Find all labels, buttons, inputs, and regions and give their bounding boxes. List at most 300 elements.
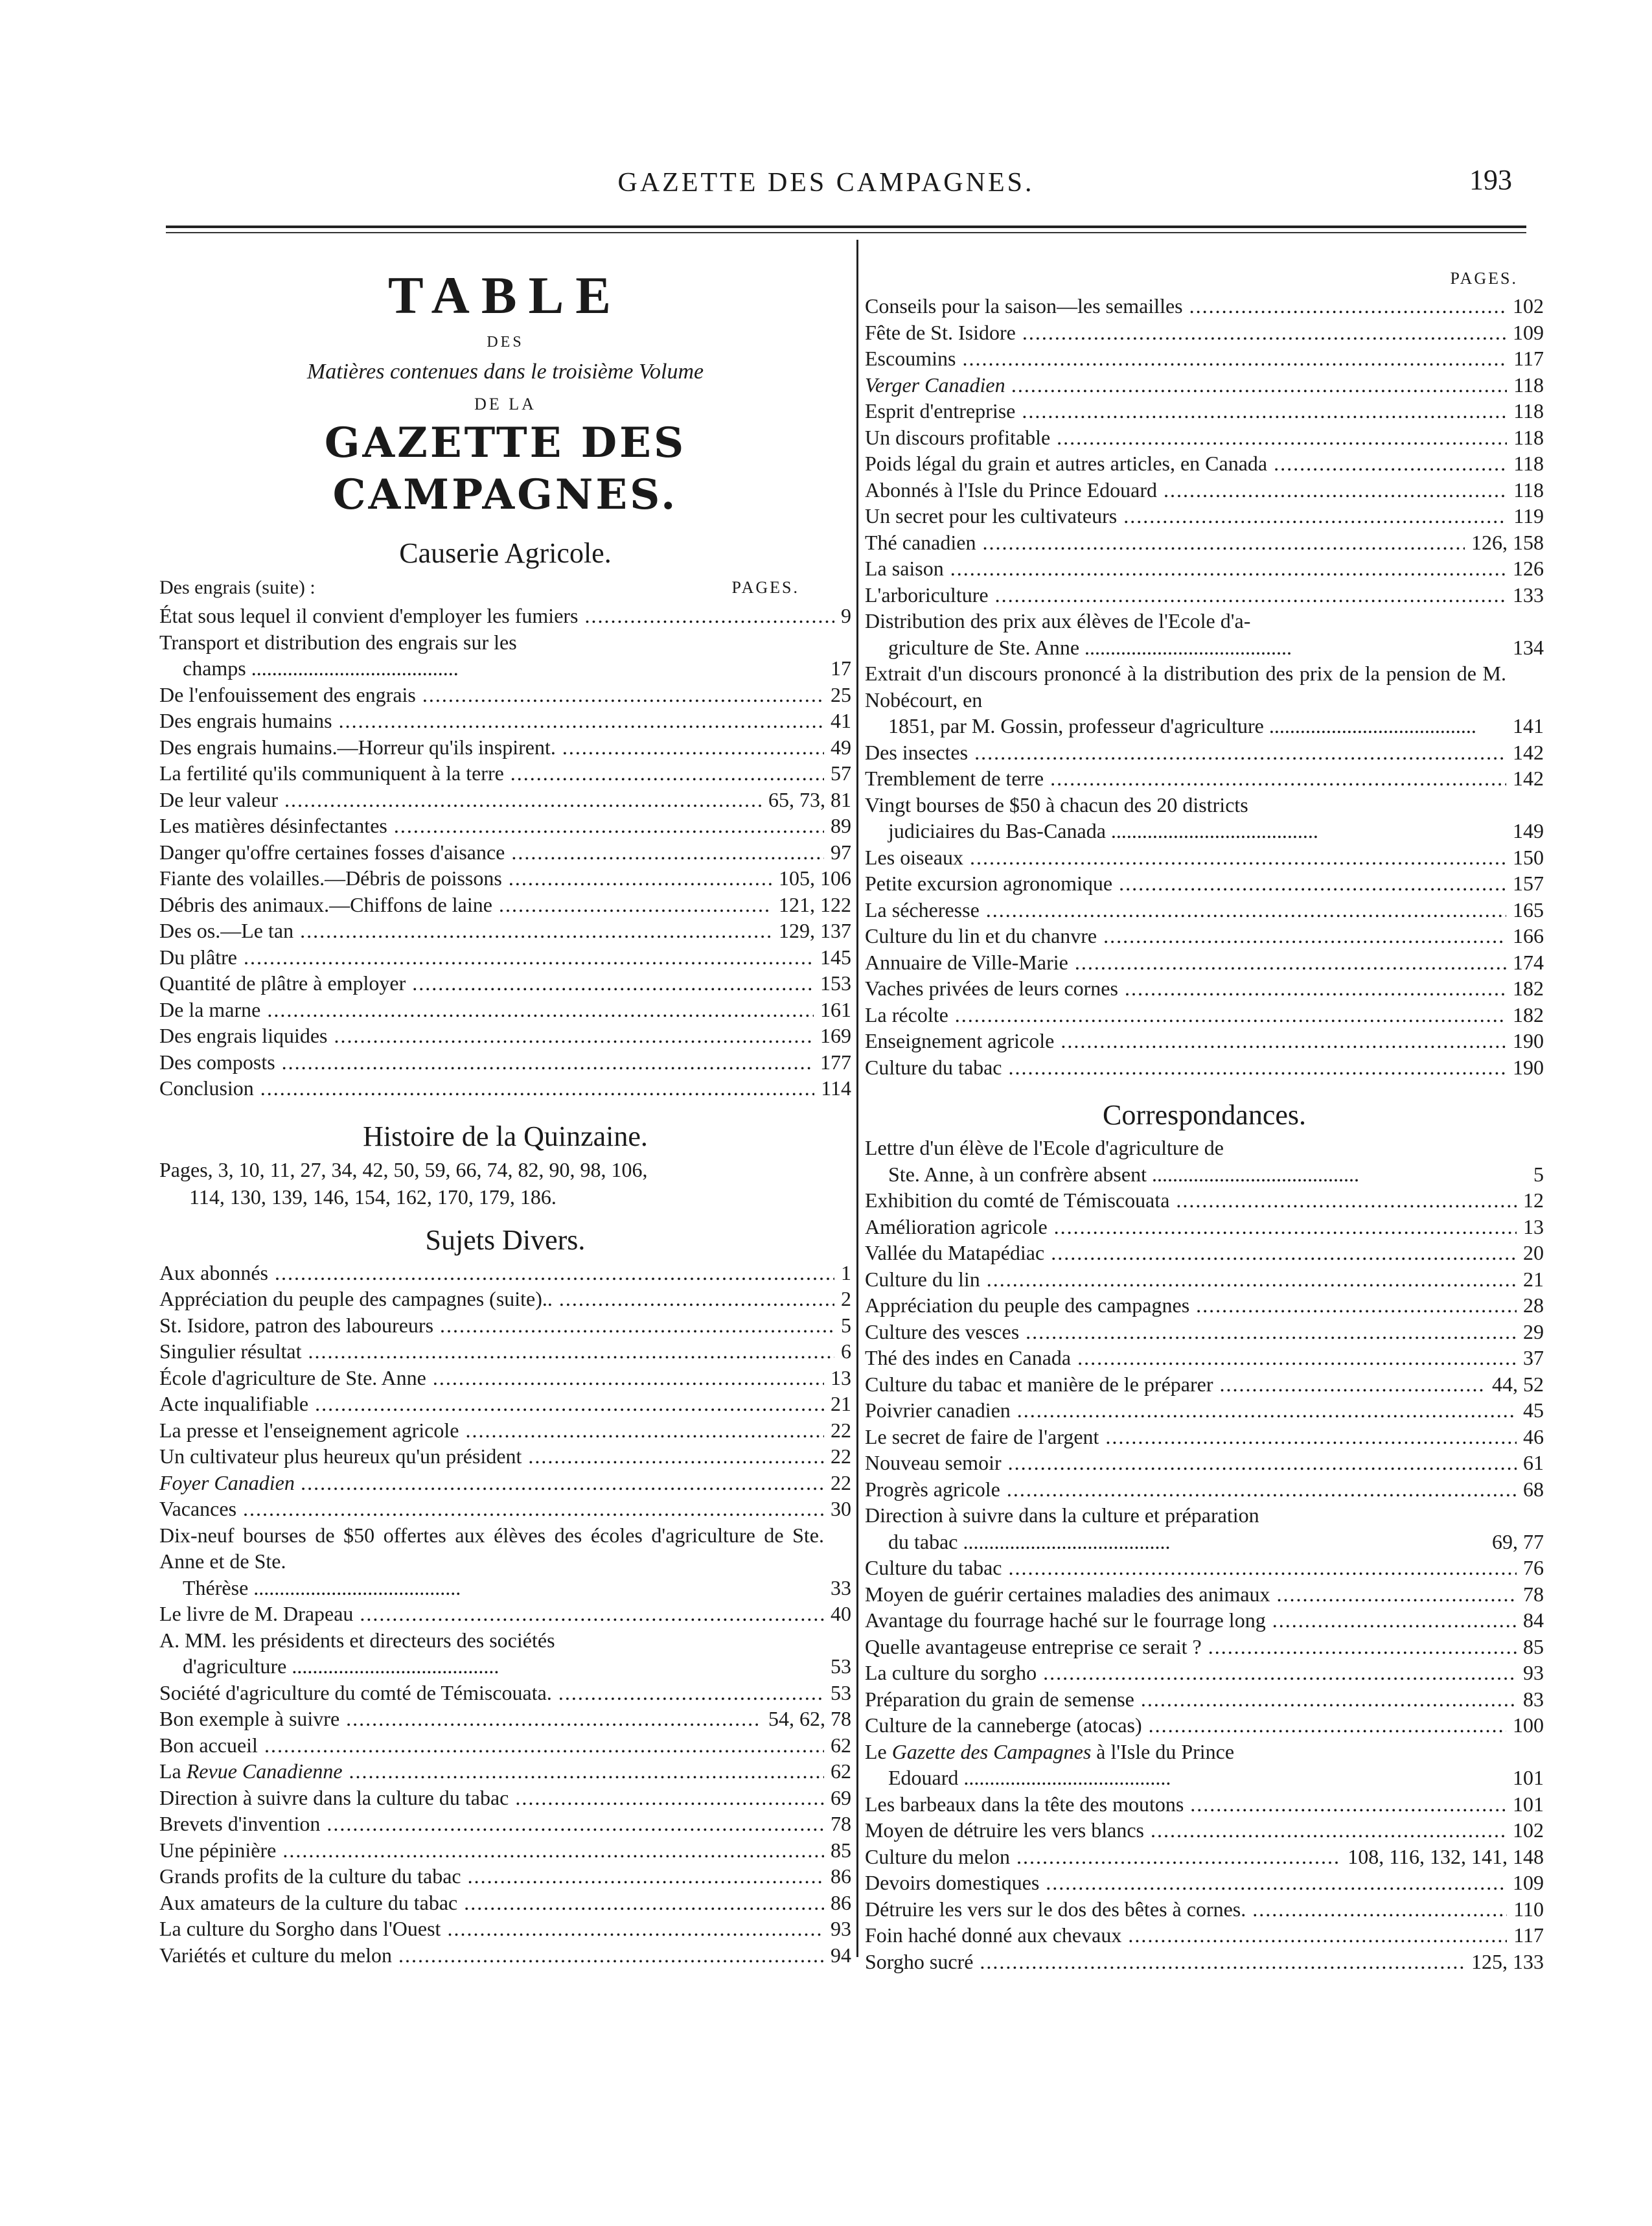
toc-entry bbox=[865, 1054, 1544, 1081]
toc-entry bbox=[159, 1260, 851, 1286]
toc-entry-title: Le livre de M. Drapeau ..... bbox=[159, 1601, 824, 1627]
toc-entry-title: Culture des vesces ..... bbox=[865, 1319, 1517, 1345]
toc-entry-title: Fiante des volailles.—Débris de poissons ..... bbox=[159, 865, 772, 892]
toc-entry bbox=[159, 734, 851, 761]
toc-entry-page: 85 bbox=[831, 1838, 851, 1862]
toc-entry bbox=[159, 865, 851, 892]
toc-entry bbox=[865, 1266, 1544, 1293]
toc-entry-page: 118 bbox=[1513, 399, 1544, 423]
toc-entry bbox=[865, 792, 1544, 844]
toc-entry bbox=[159, 1627, 851, 1680]
toc-entry-title: Abonnés à l'Isle du Prince Edouard ..... bbox=[865, 477, 1507, 504]
toc-entry-page: 89 bbox=[831, 814, 851, 837]
toc-entry-title: Thé des indes en Canada ..... bbox=[865, 1345, 1517, 1371]
toc-entry-continuation: champs ........................................ bbox=[183, 656, 459, 680]
toc-entry-title: Direction à suivre dans la culture du tabac ..... bbox=[159, 1785, 824, 1811]
toc-entry-title: Culture du tabac ..... bbox=[865, 1555, 1517, 1581]
toc-entry-title: De leur valeur ..... bbox=[159, 787, 762, 813]
toc-entry-page: 22 bbox=[831, 1470, 851, 1494]
toc-entry-page: 114 bbox=[821, 1076, 851, 1100]
toc-entry-title: Vacances ..... bbox=[159, 1496, 824, 1522]
toc-entry-title: Culture du tabac ..... bbox=[865, 1054, 1506, 1081]
toc-entry bbox=[865, 477, 1544, 504]
toc-entry bbox=[865, 1028, 1544, 1054]
toc-entry-page: 169 bbox=[820, 1024, 851, 1047]
toc-entry-title: Société d'agriculture du comté de Témiscouata. ..... bbox=[159, 1680, 824, 1706]
toc-entry-title: La fertilité qu'ils communiquent à la terre ..... bbox=[159, 760, 824, 787]
toc-entry bbox=[159, 1417, 851, 1444]
toc-entry-page: 100 bbox=[1513, 1713, 1544, 1737]
toc-entry bbox=[865, 1896, 1544, 1923]
toc-entry-title: Vallée du Matapédiac ..... bbox=[865, 1240, 1517, 1266]
toc-entry-page: 97 bbox=[831, 840, 851, 864]
toc-entry-continuation: d'agriculture ........................................ bbox=[183, 1654, 499, 1678]
toc-entry-title: Acte inqualifiable ..... bbox=[159, 1391, 824, 1417]
toc-entry bbox=[159, 813, 851, 839]
toc-entry-page: 94 bbox=[831, 1943, 851, 1967]
toc-entry-title: La récolte ..... bbox=[865, 1002, 1506, 1028]
toc-entry bbox=[865, 1371, 1544, 1398]
toc-entry-title: Poids légal du grain et autres articles, en Canada ..... bbox=[865, 450, 1507, 477]
toc-entry bbox=[159, 970, 851, 997]
toc-entry bbox=[865, 1949, 1544, 1975]
toc-entry-title: Conclusion ..... bbox=[159, 1075, 814, 1102]
toc-entry bbox=[159, 1443, 851, 1470]
toc-entry-title: Bon accueil ..... bbox=[159, 1732, 824, 1759]
toc-entry-title: Extrait d'un discours prononcé à la distribution des prix de la pension de M. Nobécourt, en 1851, par M. Gossin, professeur d'agriculture ........................................ bbox=[865, 662, 1506, 737]
toc-entry bbox=[865, 1607, 1544, 1634]
toc-entry-title: École d'agriculture de Ste. Anne ..... bbox=[159, 1365, 824, 1391]
toc-entry-page: 145 bbox=[820, 945, 851, 969]
toc-entry bbox=[865, 1397, 1544, 1424]
toc-entry bbox=[865, 1922, 1544, 1949]
toc-entry-title: Variétés et culture du melon ..... bbox=[159, 1942, 824, 1969]
toc-entry bbox=[865, 1450, 1544, 1476]
toc-entry bbox=[865, 503, 1544, 529]
toc-entry bbox=[865, 555, 1544, 582]
toc-entry bbox=[159, 1942, 851, 1969]
toc-entry-title: Enseignement agricole ..... bbox=[865, 1028, 1506, 1054]
toc-entry-page: 84 bbox=[1523, 1608, 1544, 1632]
toc-entry-page: 44, 52 bbox=[1492, 1372, 1544, 1396]
histoire-pages-line2: 114, 130, 139, 146, 154, 162, 170, 179, 186. bbox=[189, 1185, 556, 1209]
table-subtitle: Matières contenues dans le troisième Volume bbox=[306, 360, 704, 384]
column-divider bbox=[856, 240, 858, 1957]
toc-entry-page: 22 bbox=[831, 1444, 851, 1468]
toc-entry-page: 65, 73, 81 bbox=[768, 787, 851, 811]
toc-entry-page: 110 bbox=[1513, 1897, 1544, 1921]
toc-entry-title: Aux amateurs de la culture du tabac ..... bbox=[159, 1890, 824, 1916]
toc-entry bbox=[865, 1844, 1544, 1870]
toc-entry-page: 78 bbox=[1523, 1582, 1544, 1606]
toc-entry-page: 68 bbox=[1523, 1477, 1544, 1501]
toc-entry-title: Distribution des prix aux élèves de l'Ecole d'a- griculture de Ste. Anne ........................................ bbox=[865, 609, 1292, 659]
toc-entry bbox=[159, 918, 851, 944]
toc-entry-page: 118 bbox=[1513, 425, 1544, 449]
toc-entry bbox=[159, 1601, 851, 1627]
toc-entry-title: La saison ..... bbox=[865, 555, 1506, 582]
toc-entry-page: 20 bbox=[1523, 1241, 1544, 1264]
toc-entry-page: 53 bbox=[831, 1654, 851, 1678]
toc-entry-page: 17 bbox=[831, 656, 851, 680]
toc-entry bbox=[865, 398, 1544, 424]
toc-entry-page: 28 bbox=[1523, 1293, 1544, 1317]
correspondances-entries bbox=[865, 1135, 1544, 1975]
toc-entry-page: 102 bbox=[1513, 1818, 1544, 1842]
toc-entry bbox=[865, 1476, 1544, 1503]
toc-entry-title: Culture du tabac et manière de le préparer ..... bbox=[865, 1371, 1486, 1398]
causerie-subheading-row bbox=[159, 573, 851, 603]
toc-entry-title: Des os.—Le tan ..... bbox=[159, 918, 772, 944]
right-entries bbox=[865, 293, 1544, 1080]
toc-entry bbox=[865, 1292, 1544, 1319]
toc-entry-title: Les matières désinfectantes ..... bbox=[159, 813, 824, 839]
toc-entry bbox=[865, 844, 1544, 871]
toc-entry-page: 85 bbox=[1523, 1634, 1544, 1658]
toc-entry bbox=[865, 424, 1544, 451]
toc-entry bbox=[865, 660, 1544, 739]
toc-entry-page: 1 bbox=[841, 1260, 851, 1284]
toc-entry-page: 53 bbox=[831, 1680, 851, 1704]
toc-entry bbox=[865, 1634, 1544, 1660]
toc-entry bbox=[865, 1002, 1544, 1028]
toc-entry-page: 62 bbox=[831, 1733, 851, 1757]
toc-entry-page: 141 bbox=[1513, 714, 1544, 737]
toc-entry-title: Le Gazette des Campagnes à l'Isle du Prince Edouard ........................................ bbox=[865, 1739, 1235, 1789]
toc-entry-page: 166 bbox=[1513, 924, 1544, 947]
toc-entry bbox=[159, 892, 851, 918]
toc-entry-title: Foin haché donné aux chevaux ..... bbox=[865, 1922, 1507, 1949]
toc-entry-title: A. MM. les présidents et directeurs des sociétés d'agriculture ........................................ bbox=[159, 1628, 555, 1678]
toc-entry-title: Dix-neuf bourses de $50 offertes aux élèves des écoles d'agriculture de Ste. Anne et de Ste. Thérèse ........................................ bbox=[159, 1523, 824, 1599]
toc-entry bbox=[159, 1312, 851, 1339]
de-la-label: DE LA bbox=[474, 395, 536, 413]
toc-entry bbox=[865, 1187, 1544, 1214]
toc-entry-title: Verger Canadien ..... bbox=[865, 372, 1507, 399]
toc-entry-page: 78 bbox=[831, 1812, 851, 1835]
toc-entry-title: St. Isidore, patron des laboureurs ..... bbox=[159, 1312, 834, 1339]
toc-entry bbox=[159, 1496, 851, 1522]
toc-entry-page: 29 bbox=[1523, 1319, 1544, 1343]
toc-entry-page: 101 bbox=[1513, 1766, 1544, 1789]
toc-entry-title: De l'enfouissement des engrais ..... bbox=[159, 682, 824, 708]
toc-entry bbox=[865, 1686, 1544, 1713]
table-title: TABLE bbox=[388, 266, 623, 325]
toc-entry-page: 182 bbox=[1513, 977, 1544, 1000]
toc-entry-title: Esprit d'entreprise ..... bbox=[865, 398, 1507, 424]
toc-entry-title: Moyen de détruire les vers blancs ..... bbox=[865, 1817, 1506, 1844]
toc-entry-page: 108, 116, 132, 141, 148 bbox=[1348, 1844, 1544, 1868]
toc-entry-title: Amélioration agricole ..... bbox=[865, 1214, 1517, 1240]
toc-entry bbox=[865, 529, 1544, 556]
toc-entry-page: 61 bbox=[1523, 1451, 1544, 1474]
toc-entry-page: 150 bbox=[1513, 845, 1544, 869]
toc-entry bbox=[865, 1555, 1544, 1581]
toc-entry-page: 118 bbox=[1513, 373, 1544, 397]
toc-entry-page: 6 bbox=[841, 1339, 851, 1363]
toc-entry-title: Des insectes ..... bbox=[865, 739, 1506, 766]
section-heading-causerie: Causerie Agricole. bbox=[399, 537, 612, 569]
toc-entry-page: 93 bbox=[1523, 1661, 1544, 1684]
toc-entry-page: 117 bbox=[1513, 347, 1544, 370]
toc-entry-page: 41 bbox=[831, 709, 851, 732]
toc-entry-page: 126 bbox=[1513, 557, 1544, 580]
toc-entry bbox=[159, 1732, 851, 1759]
toc-entry bbox=[159, 1811, 851, 1837]
toc-entry bbox=[159, 997, 851, 1023]
toc-entry-page: 109 bbox=[1513, 1871, 1544, 1894]
toc-entry bbox=[865, 765, 1544, 792]
toc-entry-page: 117 bbox=[1513, 1923, 1544, 1947]
toc-entry bbox=[865, 1214, 1544, 1240]
toc-entry-title: Appréciation du peuple des campagnes ..... bbox=[865, 1292, 1517, 1319]
toc-entry-title: Les oiseaux ..... bbox=[865, 844, 1506, 871]
toc-entry-page: 69 bbox=[831, 1785, 851, 1809]
toc-entry-title: Exhibition du comté de Témiscouata ..... bbox=[865, 1187, 1517, 1214]
toc-entry-title: Transport et distribution des engrais sur les champs ........................................ bbox=[159, 630, 517, 680]
toc-entry bbox=[865, 319, 1544, 346]
gazette-title: GAZETTE DES CAMPAGNES. bbox=[324, 419, 687, 519]
toc-entry-page: 133 bbox=[1513, 583, 1544, 607]
header-rule-thin bbox=[166, 232, 1526, 233]
toc-entry bbox=[159, 1391, 851, 1417]
toc-entry-page: 13 bbox=[1523, 1214, 1544, 1238]
toc-entry-continuation: judiciaires du Bas-Canada ........................................ bbox=[888, 819, 1318, 842]
section-heading-histoire: Histoire de la Quinzaine. bbox=[363, 1120, 648, 1152]
toc-entry-title: Débris des animaux.—Chiffons de laine ..... bbox=[159, 892, 772, 918]
toc-entry-title: Une pépinière ..... bbox=[159, 1837, 824, 1864]
toc-entry-title: Appréciation du peuple des campagnes (suite).. ..... bbox=[159, 1286, 834, 1312]
toc-entry-page: 86 bbox=[831, 1890, 851, 1914]
toc-entry bbox=[159, 1837, 851, 1864]
toc-entry-page: 174 bbox=[1513, 950, 1544, 974]
causerie-subheading: Des engrais (suite) : bbox=[159, 577, 315, 598]
toc-entry-page: 119 bbox=[1513, 504, 1544, 528]
toc-entry-title: Progrès agricole ..... bbox=[865, 1476, 1517, 1503]
toc-entry-page: 93 bbox=[831, 1917, 851, 1940]
toc-entry bbox=[865, 739, 1544, 766]
toc-entry-title: La culture du Sorgho dans l'Ouest ..... bbox=[159, 1916, 824, 1942]
toc-entry-page: 25 bbox=[831, 682, 851, 706]
toc-entry-title: Quantité de plâtre à employer ..... bbox=[159, 970, 814, 997]
toc-entry-page: 45 bbox=[1523, 1398, 1544, 1422]
toc-entry bbox=[159, 787, 851, 813]
toc-entry-title: Singulier résultat ..... bbox=[159, 1338, 834, 1365]
toc-entry-page: 9 bbox=[841, 604, 851, 627]
toc-entry-page: 142 bbox=[1513, 740, 1544, 764]
toc-entry bbox=[159, 1785, 851, 1811]
toc-entry-page: 37 bbox=[1523, 1346, 1544, 1369]
toc-entry bbox=[159, 944, 851, 971]
toc-entry-page: 83 bbox=[1523, 1687, 1544, 1711]
toc-entry-title: Thé canadien ..... bbox=[865, 529, 1465, 556]
toc-entry-page: 161 bbox=[820, 997, 851, 1021]
toc-entry bbox=[159, 708, 851, 734]
toc-entry-page: 157 bbox=[1513, 872, 1544, 895]
toc-entry-title: La sécheresse ..... bbox=[865, 897, 1506, 923]
toc-entry-title: Culture du melon ..... bbox=[865, 1844, 1341, 1870]
toc-entry-page: 177 bbox=[820, 1050, 851, 1074]
toc-entry-title: Un secret pour les cultivateurs ..... bbox=[865, 503, 1507, 529]
toc-entry bbox=[159, 682, 851, 708]
left-column bbox=[159, 246, 851, 1968]
running-header-title: GAZETTE DES CAMPAGNES. bbox=[617, 168, 1035, 198]
toc-entry bbox=[159, 1890, 851, 1916]
toc-entry-page: 102 bbox=[1513, 294, 1544, 318]
toc-entry-page: 101 bbox=[1513, 1792, 1544, 1816]
toc-entry-page: 126, 158 bbox=[1471, 530, 1544, 554]
toc-entry bbox=[865, 1791, 1544, 1818]
toc-entry-page: 190 bbox=[1513, 1055, 1544, 1079]
toc-entry-continuation: Edouard ........................................ bbox=[888, 1766, 1171, 1789]
toc-entry-page: 86 bbox=[831, 1864, 851, 1888]
toc-entry bbox=[865, 1240, 1544, 1266]
toc-entry bbox=[159, 1338, 851, 1365]
toc-entry bbox=[865, 1817, 1544, 1844]
toc-entry-title: Fête de St. Isidore ..... bbox=[865, 319, 1506, 346]
toc-entry bbox=[159, 760, 851, 787]
toc-entry-title: Culture du lin ..... bbox=[865, 1266, 1517, 1293]
toc-entry bbox=[159, 1470, 851, 1496]
toc-entry bbox=[159, 1522, 851, 1601]
toc-entry-page: 13 bbox=[831, 1365, 851, 1389]
toc-entry-continuation: 1851, par M. Gossin, professeur d'agriculture ........................................ bbox=[888, 714, 1476, 737]
toc-entry bbox=[865, 1345, 1544, 1371]
toc-entry bbox=[865, 372, 1544, 399]
toc-entry-page: 49 bbox=[831, 735, 851, 759]
toc-entry bbox=[865, 293, 1544, 319]
toc-entry bbox=[865, 1712, 1544, 1739]
toc-entry bbox=[159, 1286, 851, 1312]
toc-entry-title: Devoirs domestiques ..... bbox=[865, 1870, 1506, 1896]
toc-entry-page: 12 bbox=[1523, 1188, 1544, 1212]
toc-entry-continuation: Thérèse ........................................ bbox=[183, 1575, 461, 1599]
toc-entry bbox=[159, 603, 851, 629]
toc-entry-page: 129, 137 bbox=[779, 919, 851, 942]
toc-entry bbox=[865, 582, 1544, 609]
toc-entry-title: Tremblement de terre ..... bbox=[865, 765, 1506, 792]
toc-entry bbox=[865, 975, 1544, 1002]
toc-entry-title: Avantage du fourrage haché sur le fourrage long ..... bbox=[865, 1607, 1517, 1634]
toc-entry-page: 125, 133 bbox=[1471, 1949, 1544, 1973]
section-heading-sujets: Sujets Divers. bbox=[425, 1223, 586, 1256]
toc-entry-page: 54, 62, 78 bbox=[768, 1707, 851, 1730]
toc-entry bbox=[865, 450, 1544, 477]
toc-entry bbox=[865, 1739, 1544, 1791]
causerie-entries bbox=[159, 603, 851, 1102]
toc-entry-title: L'arboriculture ..... bbox=[865, 582, 1506, 609]
toc-entry bbox=[159, 1075, 851, 1102]
toc-entry-page: 153 bbox=[820, 971, 851, 995]
toc-entry bbox=[865, 608, 1544, 660]
toc-entry-title: Des engrais humains.—Horreur qu'ils inspirent. ..... bbox=[159, 734, 824, 761]
toc-entry bbox=[159, 1365, 851, 1391]
toc-entry-page: 121, 122 bbox=[779, 892, 851, 916]
toc-entry-title: Du plâtre ..... bbox=[159, 944, 814, 971]
toc-entry-page: 33 bbox=[831, 1575, 851, 1599]
toc-entry-continuation: du tabac ........................................ bbox=[888, 1529, 1171, 1553]
toc-entry-page: 57 bbox=[831, 761, 851, 785]
toc-entry-page: 118 bbox=[1513, 478, 1544, 502]
toc-entry bbox=[865, 1424, 1544, 1450]
toc-entry bbox=[159, 1023, 851, 1049]
toc-entry-title: Préparation du grain de semense ..... bbox=[865, 1686, 1517, 1713]
toc-entry bbox=[159, 1916, 851, 1942]
toc-entry-page: 46 bbox=[1523, 1424, 1544, 1448]
toc-entry-title: Nouveau semoir ..... bbox=[865, 1450, 1517, 1476]
toc-entry bbox=[159, 1680, 851, 1706]
toc-entry bbox=[159, 1758, 851, 1785]
toc-entry-title: Escoumins ..... bbox=[865, 345, 1507, 372]
toc-entry-title: De la marne ..... bbox=[159, 997, 814, 1023]
toc-entry-title: Lettre d'un élève de l'Ecole d'agriculture de Ste. Anne, à un confrère absent ........................................ bbox=[865, 1136, 1359, 1186]
toc-entry-title: Des engrais humains ..... bbox=[159, 708, 824, 734]
toc-entry-page: 149 bbox=[1513, 819, 1544, 842]
toc-entry-title: Culture de la canneberge (atocas) ..... bbox=[865, 1712, 1506, 1739]
toc-entry-title: Des composts ..... bbox=[159, 1049, 814, 1076]
toc-entry-title: Un cultivateur plus heureux qu'un président ..... bbox=[159, 1443, 824, 1470]
toc-entry-page: 134 bbox=[1513, 635, 1544, 659]
toc-entry-page: 109 bbox=[1513, 320, 1544, 344]
toc-entry-page: 142 bbox=[1513, 767, 1544, 790]
toc-entry-page: 165 bbox=[1513, 898, 1544, 922]
right-column bbox=[865, 246, 1544, 1975]
toc-entry-title: Un discours profitable ..... bbox=[865, 424, 1507, 451]
toc-entry bbox=[865, 1135, 1544, 1187]
toc-entry-page: 21 bbox=[1523, 1267, 1544, 1291]
toc-entry-title: Direction à suivre dans la culture et préparation du tabac ........................................ bbox=[865, 1503, 1259, 1553]
toc-entry-page: 76 bbox=[1523, 1556, 1544, 1579]
toc-entry bbox=[865, 1870, 1544, 1896]
toc-entry-title: La Revue Canadienne ..... bbox=[159, 1758, 824, 1785]
toc-entry-title: La presse et l'enseignement agricole ..... bbox=[159, 1417, 824, 1444]
toc-entry bbox=[865, 345, 1544, 372]
toc-entry-title: Vaches privées de leurs cornes ..... bbox=[865, 975, 1506, 1002]
toc-entry-page: 190 bbox=[1513, 1029, 1544, 1052]
toc-entry-title: Danger qu'offre certaines fosses d'aisance ..... bbox=[159, 839, 824, 866]
toc-entry-title: Vingt bourses de $50 à chacun des 20 districts judiciaires du Bas-Canada ........................................ bbox=[865, 793, 1318, 842]
toc-entry-page: 118 bbox=[1513, 452, 1544, 475]
toc-entry bbox=[865, 897, 1544, 923]
toc-entry bbox=[865, 923, 1544, 949]
toc-entry-page: 105, 106 bbox=[779, 866, 851, 890]
toc-entry-title: Les barbeaux dans la tête des moutons ..... bbox=[865, 1791, 1506, 1818]
toc-entry-title: La culture du sorgho ..... bbox=[865, 1660, 1517, 1686]
toc-entry-title: Des engrais liquides ..... bbox=[159, 1023, 814, 1049]
toc-entry bbox=[865, 1502, 1544, 1555]
toc-entry-page: 22 bbox=[831, 1418, 851, 1442]
toc-entry bbox=[865, 1581, 1544, 1608]
toc-entry-title: Moyen de guérir certaines maladies des animaux ..... bbox=[865, 1581, 1517, 1608]
toc-entry-title: Poivrier canadien ..... bbox=[865, 1397, 1517, 1424]
toc-entry-title: État sous lequel il convient d'employer les fumiers ..... bbox=[159, 603, 834, 629]
toc-entry-title: Aux abonnés ..... bbox=[159, 1260, 834, 1286]
toc-entry-title: Foyer Canadien ..... bbox=[159, 1470, 824, 1496]
toc-entry-page: 40 bbox=[831, 1602, 851, 1625]
toc-entry-page: 21 bbox=[831, 1392, 851, 1415]
toc-entry-page: 182 bbox=[1513, 1003, 1544, 1026]
toc-entry-page: 69, 77 bbox=[1492, 1529, 1544, 1553]
toc-entry bbox=[159, 1706, 851, 1732]
toc-entry-title: Grands profits de la culture du tabac ..... bbox=[159, 1863, 824, 1890]
pages-label: PAGES. bbox=[731, 578, 799, 597]
histoire-pages-line1: Pages, 3, 10, 11, 27, 34, 42, 50, 59, 66, 74, 82, 90, 98, 106, bbox=[159, 1157, 648, 1181]
toc-entry-title: Conseils pour la saison—les semailles ..... bbox=[865, 293, 1506, 319]
toc-entry-title: Petite excursion agronomique ..... bbox=[865, 870, 1506, 897]
toc-entry-title: Culture du lin et du chanvre ..... bbox=[865, 923, 1506, 949]
toc-entry-title: Bon exemple à suivre ..... bbox=[159, 1706, 762, 1732]
toc-entry-continuation: Ste. Anne, à un confrère absent ........................................ bbox=[888, 1162, 1359, 1186]
